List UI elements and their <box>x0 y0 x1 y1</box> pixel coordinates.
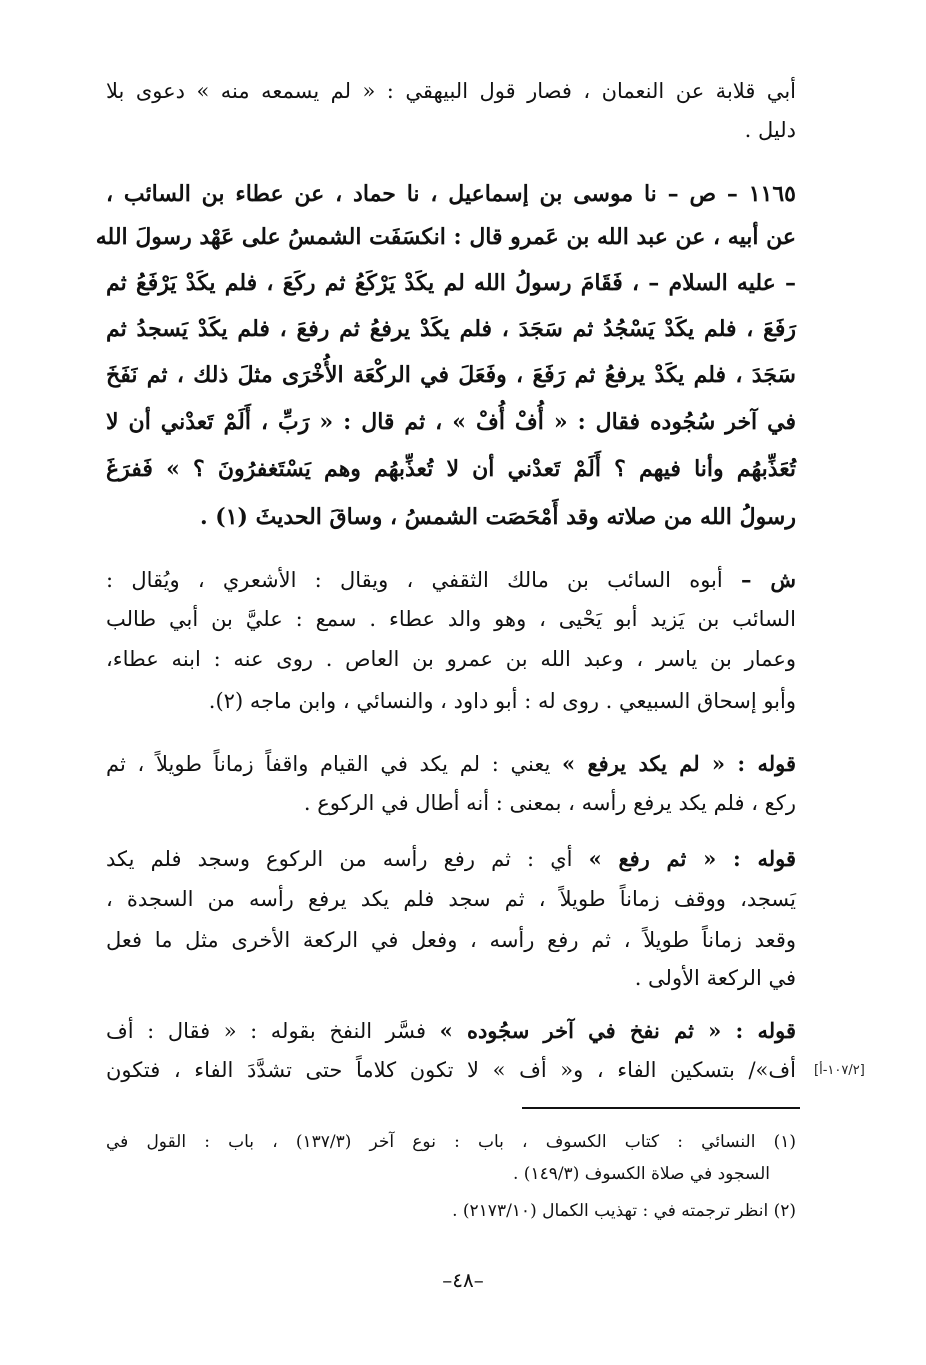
hadith-line: – عليه السلام – ، فَقَامَ رسولُ الله لم يكَدْ يَرْكَعُ ثم ركَعَ ، فلم يكَدْ يَرْفَعُ ثم <box>106 270 796 296</box>
sharh-text: أبوه السائب بن مالك الثقفي ، ويقال : الأشعري ، ويُقال : <box>106 568 741 592</box>
commentary-text: يعني : لم يكد في القيام واقفاً زماناً طويلاً ، ثم <box>106 752 563 776</box>
commentary-text: أي : ثم رفع رأسه من الركوع وسجد فلم يكد <box>106 847 589 871</box>
body-line: أبي قلابة عن النعمان ، فصار قول البيهقي : « لم يسمعه منه » دعوى بلا <box>106 79 796 103</box>
footnote-line: (٢) انظر ترجمته في : تهذيب الكمال (٢١٧٣/١٠) . <box>452 1201 796 1221</box>
page-number: –٤٨– <box>442 1268 484 1292</box>
footnote-line: السجود في صلاة الكسوف (١٤٩/٣) . <box>512 1164 770 1184</box>
footnote-divider <box>522 1107 800 1109</box>
body-line: دليل . <box>744 118 796 142</box>
commentary-lead: قوله : « لم يكد يرفع » <box>562 751 796 776</box>
commentary-line <box>106 842 796 876</box>
commentary-line <box>106 747 796 781</box>
commentary-line <box>106 1014 796 1048</box>
commentary-lead: قوله : « ثم رفع » <box>588 846 796 871</box>
commentary-line: ركع ، فلم يكد يرفع رأسه ، بمعنى : أنه أطال في الركوع . <box>303 791 796 815</box>
hadith-line: عن أبيه ، عن عبد الله بن عَمرو قال : انكسَفَت الشمسُ على عَهْد رسولَ الله <box>95 224 796 250</box>
footnote-line: (١) النسائي : كتاب الكسوف ، باب : نوع آخر (١٣٧/٣) ، باب : القول في <box>106 1132 796 1152</box>
manuscript-margin-note: [١٠٧/٢-أ] <box>814 1063 865 1078</box>
sharh-line: وعمار بن ياسر ، وعبد الله بن عمرو بن العاص . روى عنه : ابنه عطاء، <box>106 647 796 671</box>
hadith-line: ١١٦٥ – ص – نا موسى بن إسماعيل ، نا حماد ، عن عطاء بن السائب ، <box>106 181 796 207</box>
commentary-line: أف»/ بتسكين الفاء ، و« أف » لا تكون كلاماً حتى تشدَّدَ الفاء ، فتكون <box>106 1058 796 1082</box>
hadith-line: تُعَذِّبهُم وأنا فيهم ؟ أَلَمْ تَعدْني أن لا تُعذِّبهُم وهم يَسْتَغفرُونَ ؟ » فَفرَغَ <box>106 456 796 482</box>
hadith-line: في آخر سُجُوده فقال : « أُفْ أُفْ » ، ثم قال : « رَبِّ ، أَلَمْ تَعدْني أن لا <box>106 409 796 435</box>
sharh-lead: ش – <box>740 567 796 592</box>
commentary-line: يَسجد، ووقف زماناً طويلاً ، ثم سجد فلم يكد يرفع رأسه من السجدة ، <box>106 887 796 911</box>
hadith-line: رَفَعَ ، فلم يكَدْ يَسْجُدُ ثم سَجَدَ ، فلم يكَدْ يرفعُ ثم رفعَ ، فلم يكَدْ يَسجدُ ثم <box>106 316 796 342</box>
hadith-line: رسولُ الله من صلاته وقد أَمْحَصَت الشمسُ ، وساقَ الحديثَ (١) . <box>199 504 796 530</box>
sharh-line <box>106 563 796 597</box>
commentary-lead: قوله : « ثم نفخ في آخر سجُوده » <box>439 1018 796 1043</box>
commentary-line: في الركعة الأولى . <box>634 966 796 990</box>
sharh-line: وأبو إسحاق السبيعي . روى له : أبو داود ، والنسائي ، وابن ماجه (٢). <box>208 689 796 713</box>
sharh-line: السائب بن يَزيد أبو يَحْيى ، وهو والد عطاء . سمع : عليَّ بن أبي طالب <box>106 607 796 631</box>
commentary-line: وقعد زماناً طويلاً ، ثم رفع رأسه ، وفعل في الركعة الأخرى مثل ما فعل <box>106 928 796 952</box>
hadith-line: سَجَدَ ، فلم يكَدْ يرفعُ ثم رَفَعَ ، وفَعَلَ في الركْعَة الأُخْرَى مثلَ ذلك ، ثم نَفَخَ <box>106 362 796 388</box>
commentary-text: فسَّر النفخ بقوله : « فقال : أف <box>106 1019 440 1043</box>
